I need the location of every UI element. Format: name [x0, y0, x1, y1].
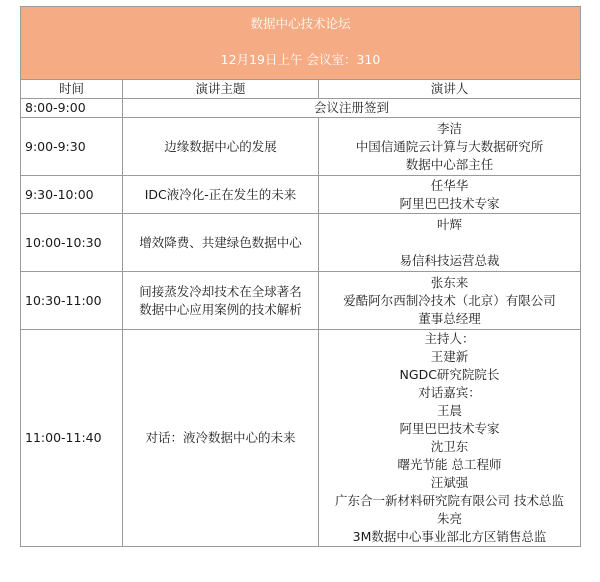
cell-text-line: 3M数据中心事业部北方区销售总监 — [352, 529, 547, 544]
table-row — [21, 330, 581, 547]
schedule-table — [20, 6, 581, 547]
table-row — [21, 99, 581, 118]
cell-text-line: 王晨 — [436, 403, 462, 418]
cell-text-line: 张东来 — [430, 274, 469, 290]
cell-text-line: 李洁 — [436, 120, 462, 136]
cell-text-line: 数据中心部主任 — [405, 156, 494, 172]
time-cell: 10:30-11:00 — [21, 272, 123, 330]
topic-cell — [123, 214, 319, 272]
time-cell: 8:00-9:00 — [21, 99, 123, 118]
cell-text-line: 汪斌强 — [430, 475, 469, 490]
cell-text-line: 阿里巴巴技术专家 — [399, 421, 500, 436]
cell-text-line: 中国信通院云计算与大数据研究所 — [355, 138, 544, 154]
table-row — [21, 214, 581, 272]
cell-text-line: 爱酷阿尔西制冷技术（北京）有限公司 — [343, 292, 556, 308]
cell-text-line: 边缘数据中心的发展 — [164, 138, 277, 154]
time-cell: 10:00-10:30 — [21, 214, 123, 272]
speaker-cell — [319, 118, 581, 176]
cell-text-line: 叶辉 — [436, 216, 462, 232]
topic-cell — [123, 118, 319, 176]
forum-title: 数据中心技术论坛 — [250, 16, 351, 31]
cell-text-line: 数据中心应用案例的技术解析 — [139, 301, 302, 317]
topic-cell — [123, 176, 319, 214]
topic-cell — [123, 330, 319, 547]
cell-text-line: IDC液冷化-正在发生的未来 — [144, 186, 297, 202]
cell-text-line: 任华华 — [430, 177, 469, 193]
cell-text-line: 易信科技运营总裁 — [399, 252, 500, 268]
cell-text-line: 王建新 — [430, 349, 469, 364]
table-row — [21, 176, 581, 214]
speaker-cell — [319, 272, 581, 330]
cell-text-line: 对话：液冷数据中心的未来 — [145, 430, 296, 445]
cell-text-line — [323, 234, 576, 252]
cell-text-line: 朱亮 — [436, 511, 462, 526]
header-time: 时间 — [21, 80, 123, 99]
table-row — [21, 272, 581, 330]
header-row — [21, 80, 581, 99]
header-topic: 演讲主题 — [123, 80, 319, 99]
time-cell: 9:00-9:30 — [21, 118, 123, 176]
topic-cell — [123, 272, 319, 330]
cell-text-line: 沈卫东 — [430, 439, 469, 454]
speaker-cell — [319, 214, 581, 272]
registration-cell: 会议注册签到 — [123, 99, 581, 118]
banner-row — [21, 7, 581, 80]
cell-text-line: 广东合一新材料研究院有限公司 技术总监 — [335, 493, 564, 508]
cell-text-line: 主持人： — [424, 331, 475, 346]
cell-text-line: 阿里巴巴技术专家 — [399, 195, 500, 211]
cell-text-line: 增效降费、共建绿色数据中心 — [139, 234, 302, 250]
cell-text-line: 曙光节能 总工程师 — [397, 457, 502, 472]
speaker-cell — [319, 330, 581, 547]
cell-text-line: 董事总经理 — [418, 310, 481, 326]
header-speaker: 演讲人 — [319, 80, 581, 99]
time-cell: 9:30-10:00 — [21, 176, 123, 214]
cell-text-line: 对话嘉宾： — [418, 385, 481, 400]
speaker-cell — [319, 176, 581, 214]
session-info: 12月19日上午 会议室：310 — [220, 52, 381, 67]
cell-text-line: 间接蒸发冷却技术在全球著名 — [139, 283, 302, 299]
cell-text-line: NGDC研究院院长 — [399, 367, 500, 382]
time-cell: 11:00-11:40 — [21, 330, 123, 547]
banner — [21, 7, 581, 80]
table-row — [21, 118, 581, 176]
